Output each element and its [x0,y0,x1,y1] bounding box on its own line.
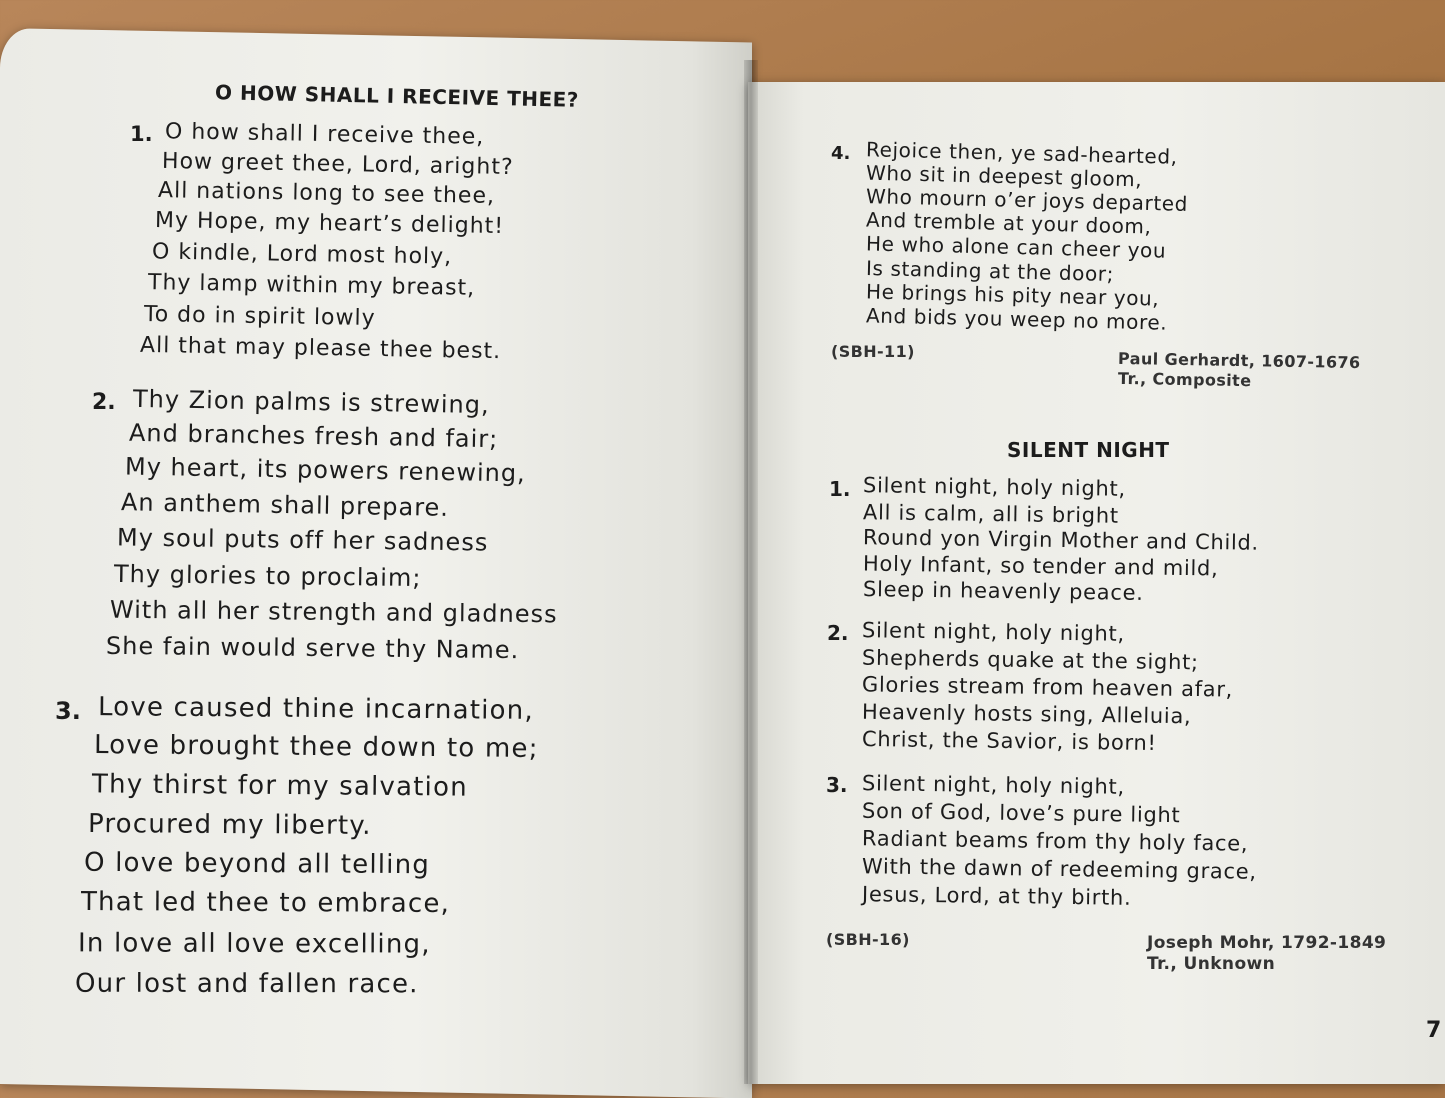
verse-line: Our lost and fallen race. [74,968,419,1000]
book-gutter [744,60,758,1084]
verse-line: And branches fresh and fair; [128,418,499,454]
verse-line: O kindle, Lord most holy, [151,239,453,270]
hymn-reference: (SBH-11) [831,342,915,361]
verse-line: Thy Zion palms is strewing, [132,384,490,420]
verse-line: O how shall I receive thee, [164,119,485,150]
hymn-author: Paul Gerhardt, 1607-1676 [1117,348,1361,373]
verse-number: 2. [827,621,849,645]
verse-line: O love beyond all telling [83,847,431,881]
verse-line: Christ, the Savior, is born! [861,726,1157,756]
verse-line: Is standing at the door; [865,255,1115,287]
verse-line: Thy glories to proclaim; [113,559,422,593]
verse-line: In love all love excelling, [77,928,431,960]
verse-line: Silent night, holy night, [861,771,1125,799]
page-number: 7 [1426,1018,1442,1043]
hymn-reference: (SBH-16) [826,930,910,949]
verse-number: 4. [831,143,851,164]
verse-number: 2. [92,390,116,415]
hymn-translator: Tr., Unknown [1147,954,1276,974]
verse-line: And bids you weep no more. [865,303,1168,335]
hymn-title-silent-night: SILENT NIGHT [1007,438,1170,462]
verse-line: To do in spirit lowly [143,301,376,332]
verse-line: Round yon Virgin Mother and Child. [862,525,1260,555]
verse-number: 1. [829,477,851,501]
verse-line: My heart, its powers renewing, [124,452,526,488]
verse-line: All that may please thee best. [139,332,502,365]
verse-line: With the dawn of redeeming grace, [861,854,1257,884]
hymn-title-receive-thee: O HOW SHALL I RECEIVE THEE? [214,80,580,112]
hymn-author: Joseph Mohr, 1792-1849 [1147,933,1387,953]
verse-number: 3. [826,773,848,797]
verse-line: My Hope, my heart’s delight! [154,207,505,240]
verse-line: Thy lamp within my breast, [147,270,476,301]
verse-line: Love brought thee down to me; [93,730,539,764]
verse-line: Who sit in deepest gloom, [865,160,1143,192]
verse-line: Sleep in heavenly peace. [862,577,1144,605]
verse-line: How greet thee, Lord, aright? [161,148,514,181]
verse-line: Holy Infant, so tender and mild, [862,551,1219,581]
verse-number: 1. [130,122,153,146]
verse-line: That led thee to embrace, [80,887,451,919]
verse-line: Rejoice then, ye sad-hearted, [865,137,1178,169]
verse-line: Heavenly hosts sing, Alleluia, [861,699,1192,729]
verse-line: And tremble at your doom, [865,207,1152,239]
verse-line: Thy thirst for my salvation [91,769,468,803]
verse-line: Silent night, holy night, [862,473,1126,501]
verse-line: With all her strength and gladness [109,595,558,629]
verse-line: My soul puts off her sadness [116,523,489,557]
verse-line: Love caused thine incarnation, [97,692,535,726]
verse-line: Jesus, Lord, at thy birth. [861,882,1132,910]
verse-number: 3. [55,697,81,725]
verse-line: An anthem shall prepare. [120,488,450,522]
verse-line: Radiant beams from thy holy face, [861,826,1249,856]
verse-line: Who mourn o’er joys departed [865,184,1189,216]
verse-line: Glories stream from heaven afar, [861,672,1234,702]
verse-line: He who alone can cheer you [865,231,1167,263]
verse-line: She fain would serve thy Name. [105,631,520,665]
verse-line: Son of God, love’s pure light [861,798,1181,828]
verse-line: All is calm, all is bright [862,500,1119,528]
verse-line: Procured my liberty. [87,809,372,841]
verse-line: All nations long to see thee, [157,178,496,209]
verse-line: He brings his pity near you, [865,279,1160,311]
verse-line: Silent night, holy night, [861,618,1125,646]
hymn-translator: Tr., Composite [1117,368,1252,391]
verse-line: Shepherds quake at the sight; [861,645,1199,675]
